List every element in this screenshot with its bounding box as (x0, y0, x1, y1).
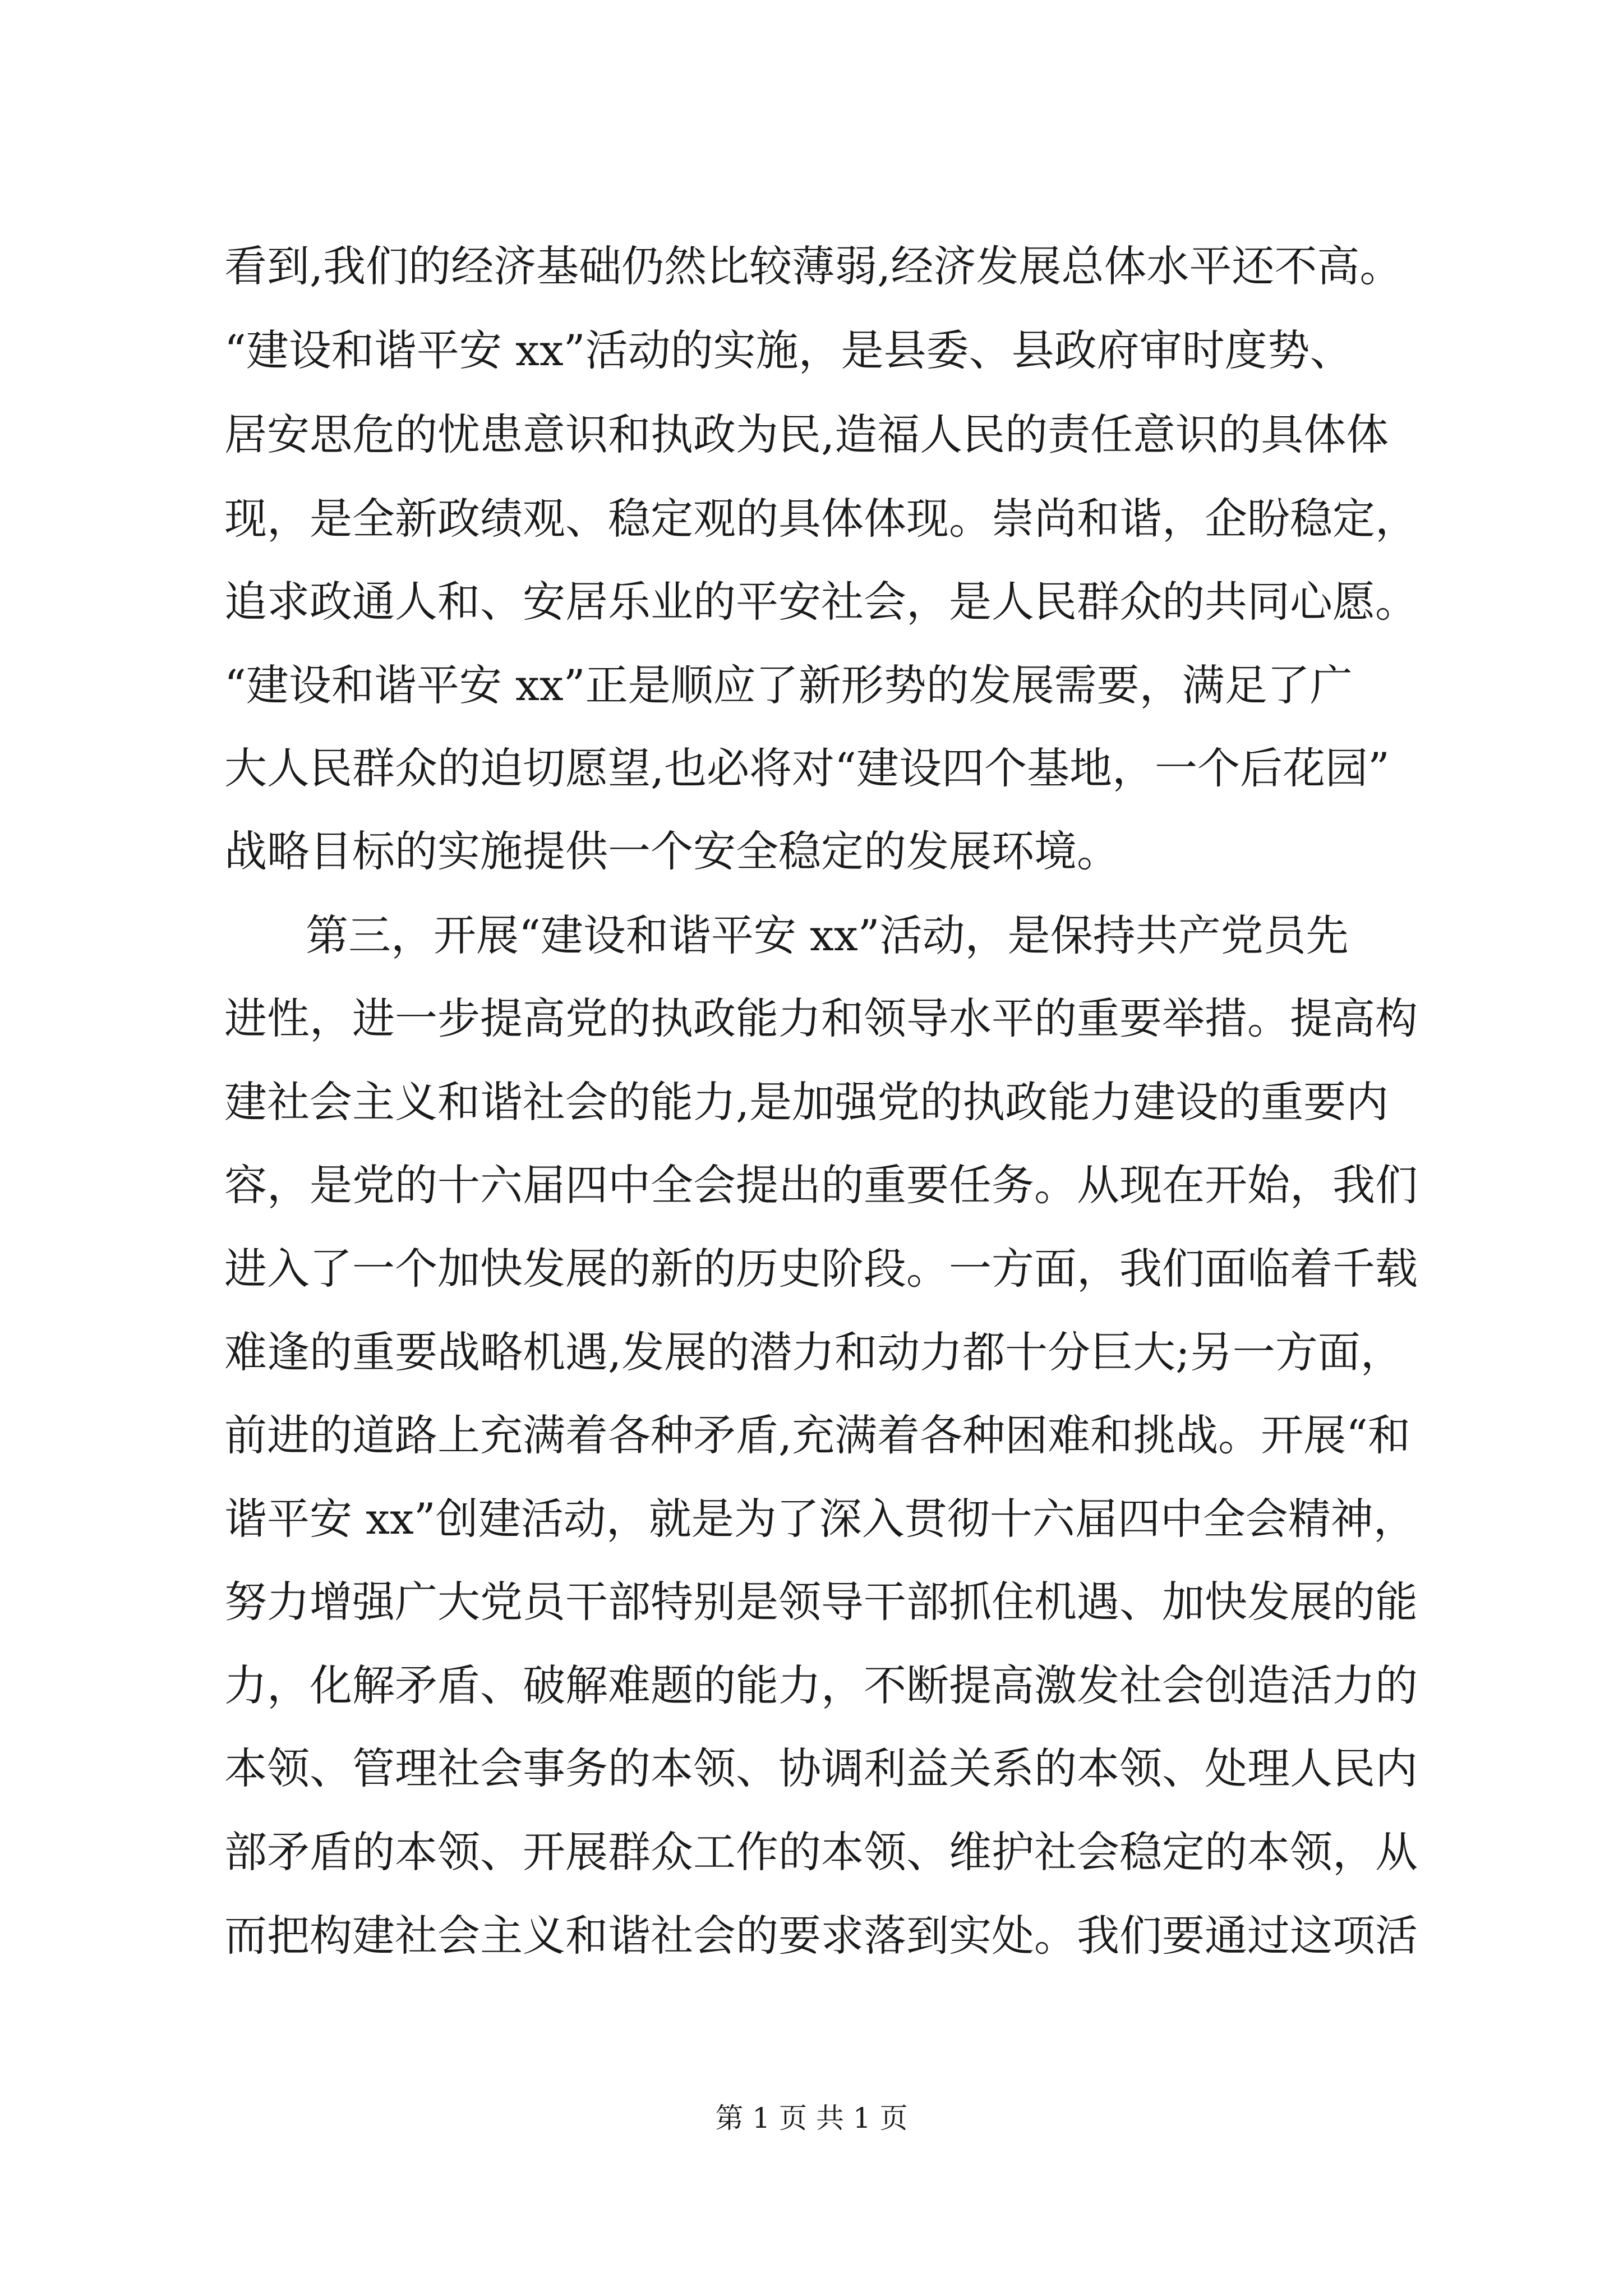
text-line: 大人民群众的迫切愿望,也必将对“建设四个基地，一个后花园” (224, 743, 1390, 793)
text-line: 努力增强广大党员干部特别是领导干部抓住机遇、加快发展的能 (224, 1577, 1418, 1627)
text-line: 进入了一个加快发展的新的历史阶段。一方面，我们面临着千载 (224, 1244, 1418, 1294)
text-line: 追求政通人和、安居乐业的平安社会，是人民群众的共同心愿。 (224, 577, 1418, 627)
text-line: 看到,我们的经济基础仍然比较薄弱,经济发展总体水平还不高。 (224, 241, 1403, 291)
text-line: 居安思危的忧患意识和执政为民,造福人民的责任意识的具体体 (224, 409, 1389, 459)
text-line: 谐平安 xx”创建活动，就是为了深入贯彻十六届四中全会精神， (224, 1494, 1416, 1544)
page-number-footer: 第 1 页 共 1 页 (715, 2102, 908, 2134)
text-line: 进性，进一步提高党的执政能力和领导水平的重要举措。提高构 (224, 993, 1418, 1043)
text-line: 而把构建社会主义和谐社会的要求落到实处。我们要通过这项活 (224, 1911, 1418, 1961)
text-line: 难逢的重要战略机遇,发展的潜力和动力都十分巨大;另一方面， (224, 1327, 1403, 1377)
text-line: “建设和谐平安 xx”正是顺应了新形势的发展需要，满足了广 (224, 660, 1353, 710)
text-line: “建设和谐平安 xx”活动的实施，是县委、县政府审时度势、 (224, 325, 1353, 375)
text-line: 本领、管理社会事务的本领、协调利益关系的本领、处理人民内 (224, 1743, 1418, 1793)
text-line: 建社会主义和谐社会的能力,是加强党的执政能力建设的重要内 (224, 1077, 1389, 1127)
text-line: 容，是党的十六届四中全会提出的重要任务。从现在开始，我们 (224, 1160, 1418, 1210)
text-line: 现，是全新政绩观、稳定观的具体体现。崇尚和谐，企盼稳定， (224, 494, 1418, 544)
text-line: 战略目标的实施提供一个安全稳定的发展环境。 (224, 826, 1119, 876)
text-line: 部矛盾的本领、开展群众工作的本领、维护社会稳定的本领，从 (224, 1827, 1418, 1877)
text-line: 前进的道路上充满着各种矛盾,充满着各种困难和挑战。开展“和 (224, 1410, 1411, 1460)
text-line: 力，化解矛盾、破解难题的能力，不断提高激发社会创造活力的 (224, 1660, 1418, 1710)
paragraph-first-line: 第三，开展“建设和谐平安 xx”活动，是保持共产党员先 (306, 910, 1349, 960)
